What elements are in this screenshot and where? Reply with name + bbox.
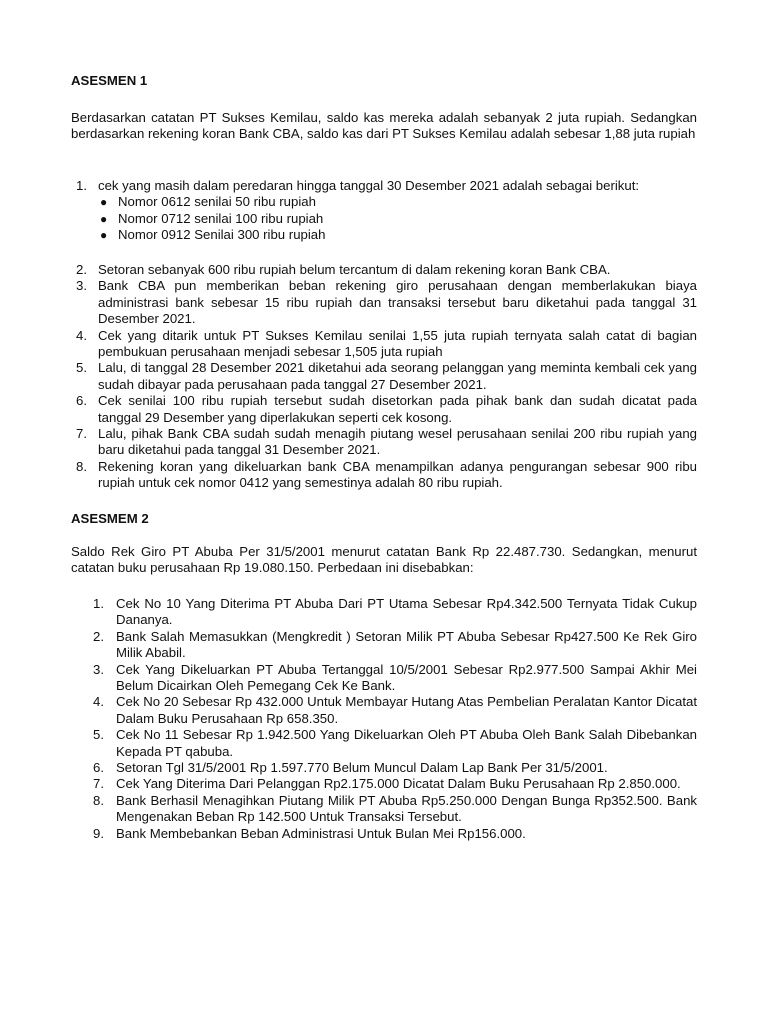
list-item bbox=[71, 629, 697, 662]
list-item-number: 1. bbox=[93, 596, 104, 611]
list-item bbox=[71, 826, 697, 842]
list-item-text: Lalu, pihak Bank CBA sudah sudah menagih piutang wesel perusahaan senilai 200 ribu rupiah yang baru diketahui pada tanggal 31 Desember 2021. bbox=[98, 426, 697, 458]
list-item-number: 8. bbox=[93, 792, 104, 808]
asesmen-1-intro: Berdasarkan catatan PT Sukses Kemilau, saldo kas mereka adalah sebanyak 2 juta rupiah. Sedangkan berdasarkan rekening koran Bank CBA, saldo kas dari PT Sukses Kemilau adalah sebesar 1,88 juta rupiah bbox=[71, 110, 697, 142]
list-item-number: 5. bbox=[76, 360, 87, 376]
bullet-item: ● Nomor 0712 senilai 100 ribu rupiah bbox=[100, 210, 324, 226]
list-item bbox=[71, 328, 697, 361]
list-item-text: Setoran sebanyak 600 ribu rupiah belum tercantum di dalam rekening koran Bank CBA. bbox=[98, 262, 611, 277]
list-item-number: 6. bbox=[76, 393, 87, 409]
list-item-number: 4. bbox=[93, 694, 104, 710]
list-item bbox=[71, 262, 697, 278]
section-title-asesmen-1: ASESMEN 1 bbox=[71, 73, 148, 88]
list-item bbox=[71, 596, 697, 629]
list-item-number: 5. bbox=[93, 727, 104, 743]
list-item bbox=[71, 393, 697, 426]
list-item bbox=[71, 662, 697, 695]
list-item-text: Setoran Tgl 31/5/2001 Rp 1.597.770 Belum Muncul Dalam Lap Bank Per 31/5/2001. bbox=[116, 760, 608, 776]
bullet-icon: ● bbox=[100, 228, 108, 243]
list-item-text: Cek No 10 Yang Diterima PT Abuba Dari PT Utama Sebesar Rp4.342.500 Ternyata Tidak Cukup Dananya. bbox=[116, 596, 697, 628]
list-item bbox=[71, 760, 697, 776]
list-item-number: 2. bbox=[76, 262, 87, 277]
list-item bbox=[71, 360, 697, 393]
list-item-number: 9. bbox=[93, 825, 104, 841]
asesmen-2-list bbox=[71, 596, 697, 842]
list-item-text: Lalu, di tanggal 28 Desember 2021 diketahui ada seorang pelanggan yang meminta kembali cek yang sudah dibayar pada perusahaan pada tanggal 27 Desember 2021. bbox=[98, 360, 697, 392]
bullet-list bbox=[98, 194, 697, 243]
list-item-text: Bank Berhasil Menagihkan Piutang Milik PT Abuba Rp5.250.000 Dengan Bunga Rp352.500. Bank Mengenakan Beban Rp 142.500 Untuk Transaksi Tersebut. bbox=[116, 792, 697, 825]
list-item bbox=[71, 178, 697, 244]
asesmen-1-list-rest bbox=[71, 262, 697, 492]
list-item-text: Rekening koran yang dikeluarkan bank CBA menampilkan adanya pengurangan sebesar 900 ribu rupiah untuk cek nomor 0412 yang semestinya adalah 80 ribu rupiah. bbox=[98, 458, 697, 491]
asesmen-2-intro: Saldo Rek Giro PT Abuba Per 31/5/2001 menurut catatan Bank Rp 22.487.730. Sedangkan, menurut catatan buku perusahaan Rp 19.080.150. Perbedaan ini disebabkan: bbox=[71, 544, 697, 576]
list-item-number: 1. bbox=[76, 178, 87, 193]
list-item-number: 7. bbox=[76, 426, 87, 442]
list-item-number: 4. bbox=[76, 327, 87, 343]
list-item bbox=[71, 426, 697, 459]
list-item-number: 7. bbox=[93, 776, 104, 792]
list-item-text: Cek senilai 100 ribu rupiah tersebut sudah disetorkan pada pihak bank dan sudah dicatat pada tanggal 29 Desember yang diperlakukan seperti cek kosong. bbox=[98, 393, 697, 425]
list-item-text: cek yang masih dalam peredaran hingga tanggal 30 Desember 2021 adalah sebagai berikut: bbox=[98, 178, 640, 193]
list-item bbox=[71, 776, 697, 792]
list-item bbox=[71, 278, 697, 327]
list-item bbox=[71, 459, 697, 492]
bullet-item: ● Nomor 0612 senilai 50 ribu rupiah bbox=[100, 194, 316, 210]
bullet-item: ● Nomor 0912 Senilai 300 ribu rupiah bbox=[100, 227, 326, 243]
asesmen-1-list-first bbox=[71, 178, 697, 244]
list-item bbox=[71, 727, 697, 760]
list-item-text: Cek No 20 Sebesar Rp 432.000 Untuk Membayar Hutang Atas Pembelian Peralatan Kantor Dicatat Dalam Buku Perusahaan Rp 658.350. bbox=[116, 694, 697, 726]
list-item-number: 8. bbox=[76, 458, 87, 474]
section-title-asesmen-2: ASESMEM 2 bbox=[71, 511, 149, 526]
list-item-number: 3. bbox=[93, 661, 104, 677]
list-item-number: 6. bbox=[93, 760, 104, 776]
list-item-text: Cek Yang Dikeluarkan PT Abuba Tertanggal 10/5/2001 Sebesar Rp2.977.500 Sampai Akhir Mei Belum Dicairkan Oleh Pemegang Cek Ke Bank. bbox=[116, 661, 697, 694]
bullet-icon: ● bbox=[100, 211, 108, 226]
bullet-icon: ● bbox=[100, 195, 108, 210]
list-item bbox=[71, 694, 697, 727]
list-item-text: Cek No 11 Sebesar Rp 1.942.500 Yang Dikeluarkan Oleh PT Abuba Oleh Bank Salah Dibebankan Kepada PT qabuba. bbox=[116, 727, 697, 759]
list-item-text: Cek Yang Diterima Dari Pelanggan Rp2.175.000 Dicatat Dalam Buku Perusahaan Rp 2.850.000. bbox=[116, 776, 681, 792]
list-item-text: Bank CBA pun memberikan beban rekening giro perusahaan dengan memberlakukan biaya administrasi bank sebesar 15 ribu rupiah dan transaksi tersebut baru diketahui pada tanggal 31 Desember 2021. bbox=[98, 278, 697, 327]
list-item-number: 3. bbox=[76, 278, 87, 294]
list-item-text: Cek yang ditarik untuk PT Sukses Kemilau senilai 1,55 juta rupiah ternyata salah catat di bagian pembukuan perusahaan menjadi sebesar 1,505 juta rupiah bbox=[98, 327, 697, 360]
list-item-text: Bank Membebankan Beban Administrasi Untuk Bulan Mei Rp156.000. bbox=[116, 825, 526, 841]
list-item-number: 2. bbox=[93, 628, 104, 644]
list-item bbox=[71, 793, 697, 826]
list-item-text: Bank Salah Memasukkan (Mengkredit ) Setoran Milik PT Abuba Sebesar Rp427.500 Ke Rek Giro Milik Ababil. bbox=[116, 628, 697, 661]
